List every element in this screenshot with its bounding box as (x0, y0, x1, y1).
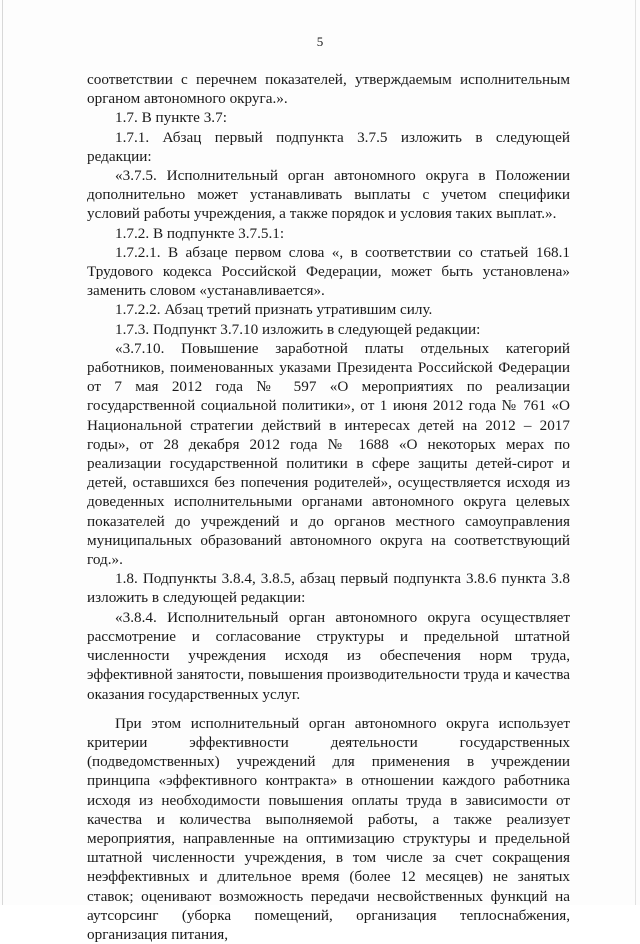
paragraph: 1.7. В пункте 3.7: (115, 109, 227, 127)
paragraph: 1.7.3. Подпункт 3.7.10 изложить в следующей редакции: (115, 320, 481, 338)
paragraph: 1.7.2.1. В абзаце первом слова «, в соответствии со статьей 168.1 Трудового кодекса Российской Федерации, может быть установлена» заменить словом «устанавливается». (87, 243, 570, 300)
paragraph: 1.7.2. В подпункте 3.7.5.1: (115, 224, 285, 242)
quoted-paragraph: «3.8.4. Исполнительный орган автономного округа осуществляет рассмотрение и согласование структуры и предельной штатной численности учреждения исходя из обеспечения норм труда, эффективной занятости, повышения производительности труда и качества оказания государственных услуг. (87, 608, 570, 703)
paragraph: 1.8. Подпункты 3.8.4, 3.8.5, абзац первый подпункта 3.8.6 пункта 3.8 изложить в следующей редакции: (87, 570, 570, 607)
scan-edge (2, 0, 3, 905)
quoted-paragraph: «3.7.5. Исполнительный орган автономного округа в Положении дополнительно может устанавливать выплаты с учетом специфики условий работы учреждения, а также порядок и условия таких выплат.». (87, 167, 570, 223)
paragraph: При этом исполнительный орган автономного округа использует критерии эффективности деятельности государственных (подведомственных) учреждений для применения в учреждении принципа «эффективного контракта» в отношении каждого работника исходя из необходимости повышения оплаты труда в зависимости от качества и количества выполняемой работы, а также реализует мероприятия, направленные на оптимизацию структуры и предельной штатной численности учреждения, в том числе за счет сокращения неэффективных и длительное время (более 12 месяцев) не занятых ставок; оценивают возможность передачи несвойственных функций на аутсорсинг (уборка помещений, организация теплоснабжения, организация питания, (87, 714, 570, 943)
page-number: 5 (316, 34, 324, 49)
scan-edge (635, 0, 636, 905)
paragraph: 1.7.2.2. Абзац третий признать утратившим силу. (115, 301, 433, 319)
paragraph: 1.7.1. Абзац первый подпункта 3.7.5 изложить в следующей редакции: (87, 128, 570, 165)
document-body (87, 70, 570, 944)
paragraph: соответствии с перечнем показателей, утверждаемым исполнительным органом автономного округа.». (87, 71, 570, 108)
quoted-paragraph: «3.7.10. Повышение заработной платы отдельных категорий работников, поименованных указами Президента Российской Федерации от 7 мая 2012 года № 597 «О мероприятиях по реализации государственной социальной политики», от 1 июня 2012 года № 761 «О Национальной стратегии действий в интересах детей на 2012 – 2017 годы», от 28 декабря 2012 года № 1688 «О некоторых мерах по реализации государственной политики в сфере защиты детей-сирот и детей, оставшихся без попечения родителей», осуществляется исходя из доведенных исполнительными органами автономного округа целевых показателей до учреждений и до органов местного самоуправления муниципальных образований автономного округа на соответствующий год.». (87, 339, 570, 569)
